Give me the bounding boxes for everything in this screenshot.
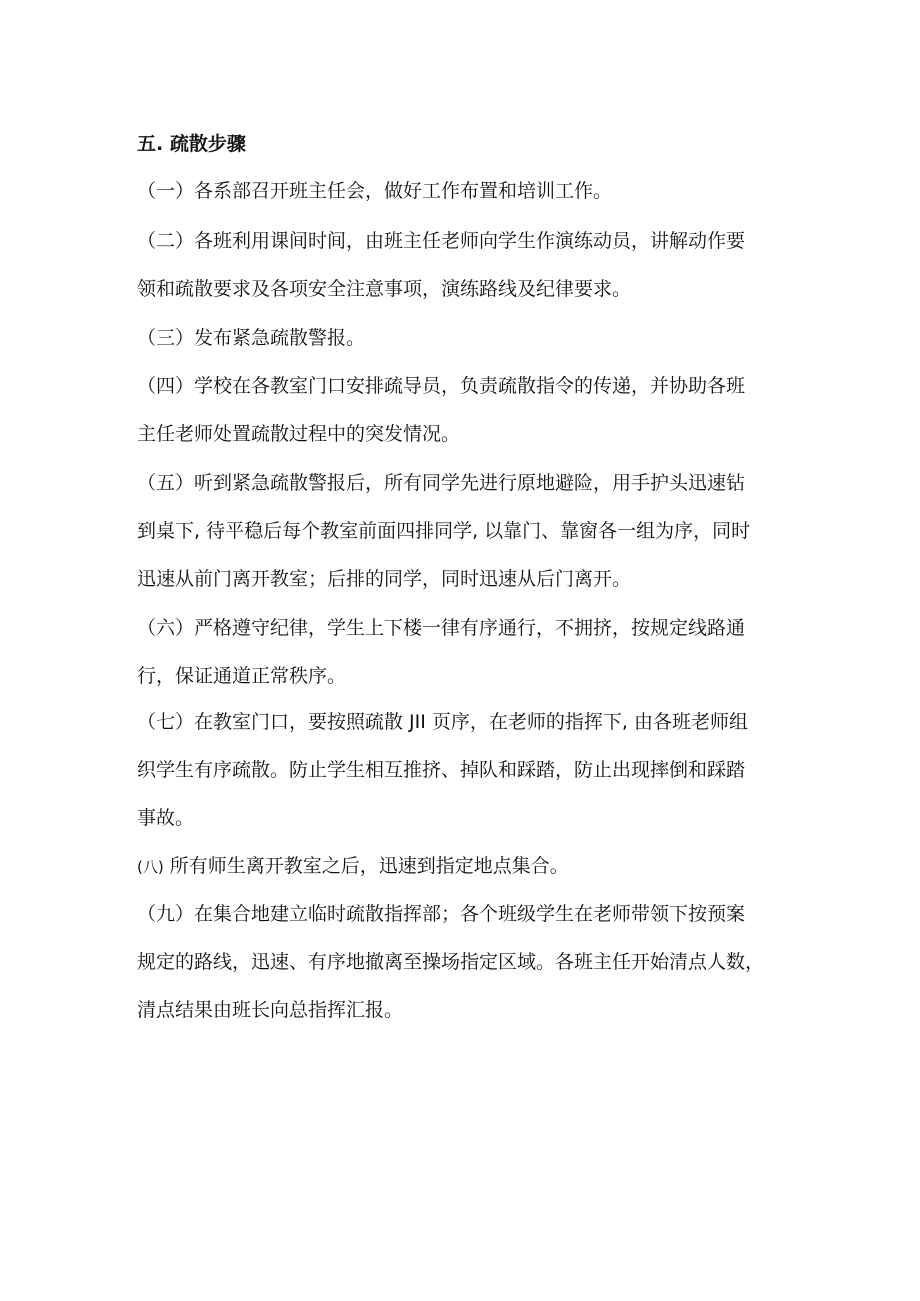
paragraph-4 bbox=[137, 362, 797, 458]
paragraph-2 bbox=[137, 217, 797, 313]
paragraph-5 bbox=[137, 459, 797, 603]
paragraph-3 bbox=[137, 314, 797, 362]
paragraph-line: （三）发布紧急疏散警报。 bbox=[137, 327, 366, 349]
paragraph-line: （二）各班利用课间时间，由班主任老师向学生作演练动员，讲解动作要 bbox=[137, 230, 746, 252]
paragraph-9 bbox=[137, 890, 797, 1034]
paragraph-8 bbox=[137, 842, 797, 890]
paragraph-text: 所有师生离开教室之后，迅速到指定地点集合。 bbox=[163, 855, 569, 877]
paragraph-line: 事故。 bbox=[137, 807, 195, 829]
paragraph-line: 织学生有序疏散。防止学生相互推挤、掉队和踩踏，防止出现摔倒和踩踏 bbox=[137, 759, 746, 781]
paragraph-line: （七）在教室门口，要按照疏散 JII 页序，在老师的指挥下, 由各班老师组 bbox=[137, 711, 748, 733]
paragraph-line bbox=[137, 842, 797, 890]
section-heading: 五. 疏散步骤 bbox=[137, 133, 246, 155]
paragraph-line: 行，保证通道正常秩序。 bbox=[137, 665, 347, 687]
paragraph-line: 迅速从前门离开教室；后排的同学，同时迅速从后门离开。 bbox=[137, 568, 632, 590]
paragraph-line: 到桌下, 待平稳后每个教室前面四排同学, 以靠门、靠窗各一组为序，同时 bbox=[137, 520, 751, 542]
paragraph-line: （六）严格遵守纪律，学生上下楼一律有序通行，不拥挤，按规定线路通 bbox=[137, 617, 746, 639]
paragraph-tag: (八) bbox=[137, 858, 164, 876]
paragraph-line: （四）学校在各教室门口安排疏导员，负责疏散指令的传递，并协助各班 bbox=[137, 375, 746, 397]
paragraph-line: （一）各系部召开班主任会，做好工作布置和培训工作。 bbox=[137, 180, 613, 202]
paragraph-1 bbox=[137, 167, 797, 215]
paragraph-line: 领和疏散要求及各项安全注意事项，演练路线及纪律要求。 bbox=[137, 278, 632, 300]
paragraph-line: 主任老师处置疏散过程中的突发情况。 bbox=[137, 423, 461, 445]
paragraph-line: （五）听到紧急疏散警报后，所有同学先进行原地避险，用手护头迅速钻 bbox=[137, 472, 746, 494]
paragraph-line: 规定的路线，迅速、有序地撤离至操场指定区域。各班主任开始清点人数， bbox=[137, 951, 765, 973]
paragraph-line: 清点结果由班长向总指挥汇报。 bbox=[137, 999, 404, 1021]
paragraph-7 bbox=[137, 698, 797, 842]
paragraph-6 bbox=[137, 604, 797, 700]
paragraph-line: （九）在集合地建立临时疏散指挥部；各个班级学生在老师带领下按预案 bbox=[137, 903, 746, 925]
